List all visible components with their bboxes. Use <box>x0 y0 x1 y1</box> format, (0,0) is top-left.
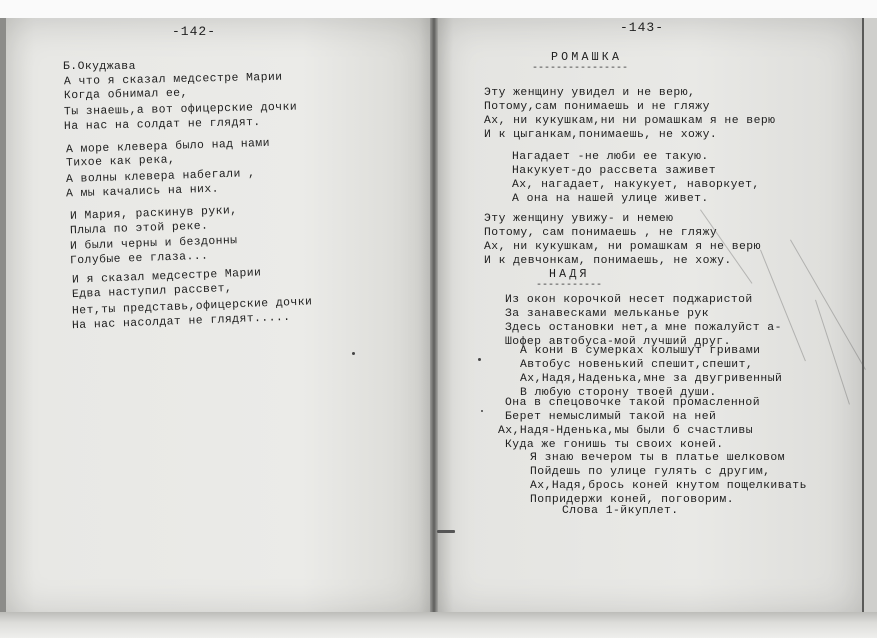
song-line: Куда же гонишь ты своих коней. <box>505 439 724 451</box>
song-line: Ах,Надя,Наденька,мне за двугривенный <box>520 373 783 385</box>
right-page-edge <box>862 18 877 628</box>
song-line: Нагадает -не люби ее такую. <box>512 151 709 163</box>
song-line: Пойдешь по улице гулять с другим, <box>530 466 771 478</box>
song-line: Ах,Надя,брось коней кнутом пощелкивать <box>530 480 807 492</box>
song-line: А она на нашей улице живет. <box>512 193 709 205</box>
ink-speck <box>481 410 483 412</box>
poem-line: И были черны и бездонны <box>69 235 238 253</box>
poem-line: А что я сказал медсестре Марии <box>63 71 283 89</box>
bottom-page-edge <box>0 612 877 638</box>
binding-thread <box>437 530 455 533</box>
song-line: Она в спецовочке такой промасленной <box>505 397 760 409</box>
poem-line: Когда обнимал ее, <box>63 87 188 103</box>
poem-line: На нас на солдат не глядят. <box>63 116 261 134</box>
page-number-left: -142- <box>172 24 217 39</box>
song-line: За занавесками мельканье рук <box>505 308 709 320</box>
song-line: И к цыганкам,понимаешь, не хожу. <box>484 129 718 141</box>
ink-speck <box>478 358 481 361</box>
left-page-edge <box>0 18 6 628</box>
book-gutter <box>430 18 438 628</box>
song-line: Автобус новенький спешит,спешит, <box>520 359 754 371</box>
song-line: Эту женщину увижу- и немею <box>484 213 674 225</box>
song-line: Ах, нагадает, накукует, наворкует, <box>512 179 760 191</box>
song-line: Потому,сам понимаешь и не гляжу <box>484 101 710 113</box>
song-line: Ах, ни кукушкам, ни ромашкам я не верю <box>484 241 761 253</box>
song-line: Ах, ни кукушкам,ни ни ромашкам я не верю <box>484 115 776 127</box>
title-underline: ---------------- <box>532 63 629 74</box>
poem-line: Ты знаешь,а вот офицерские дочки <box>63 101 298 119</box>
poem-line: Плыла по этой реке. <box>69 220 209 238</box>
footer-note: Слова 1-йкуплет. <box>562 505 679 517</box>
scan-top-margin <box>0 0 877 18</box>
song-line: Здесь остановки нет,а мне пожалуйст а- <box>505 322 782 334</box>
poem-line: А волны клевера набегали , <box>65 168 256 186</box>
song-line: Накукует-до рассвета заживет <box>512 165 716 177</box>
poem-line: Голубые ее глаза... <box>69 250 209 268</box>
title-underline: ----------- <box>536 280 603 291</box>
song-line: Попридержи коней, поговорим. <box>530 494 734 506</box>
ink-speck <box>352 352 355 355</box>
song-line: И к девчонкам, понимаешь, не хожу. <box>484 255 732 267</box>
poem-line: Нет,ты представь,офицерские дочки <box>71 296 313 318</box>
poem-line: А море клевера было над нами <box>65 137 271 157</box>
song-line: Эту женщину увидел и не верю, <box>484 87 696 99</box>
page-number-right: -143- <box>620 20 665 35</box>
song-title-nadya: НАДЯ <box>549 268 590 281</box>
song-line: Шофер автобуса-мой лучший друг. <box>505 336 731 348</box>
song-title-romashka: РОМАШКА <box>551 51 623 64</box>
song-line: Из окон корочкой несет поджаристой <box>505 294 753 306</box>
song-line: Я знаю вечером ты в платье шелковом <box>530 452 785 464</box>
song-line: А кони в сумерках колышут гривами <box>520 345 761 357</box>
poem-line: Тихое как река, <box>65 154 176 170</box>
poem-line: Едва наступил рассвет, <box>71 282 233 302</box>
poem-line: И Мария, раскинув руки, <box>69 205 238 223</box>
poem-line: И я сказал медсестре Марии <box>71 267 262 287</box>
song-line: В любую сторону твоей души. <box>520 387 717 399</box>
song-line: Потому, сам понимаешь , не гляжу <box>484 227 718 239</box>
poem-line: На нас насолдат не глядят..... <box>71 311 291 333</box>
song-line: Берет немыслимый такой на ней <box>505 411 717 423</box>
author-name: Б.Окуджава <box>63 61 136 73</box>
poem-line: А мы качались на них. <box>65 183 220 201</box>
song-line: Ах,Надя-Нденька,мы были б счастливы <box>498 425 753 437</box>
